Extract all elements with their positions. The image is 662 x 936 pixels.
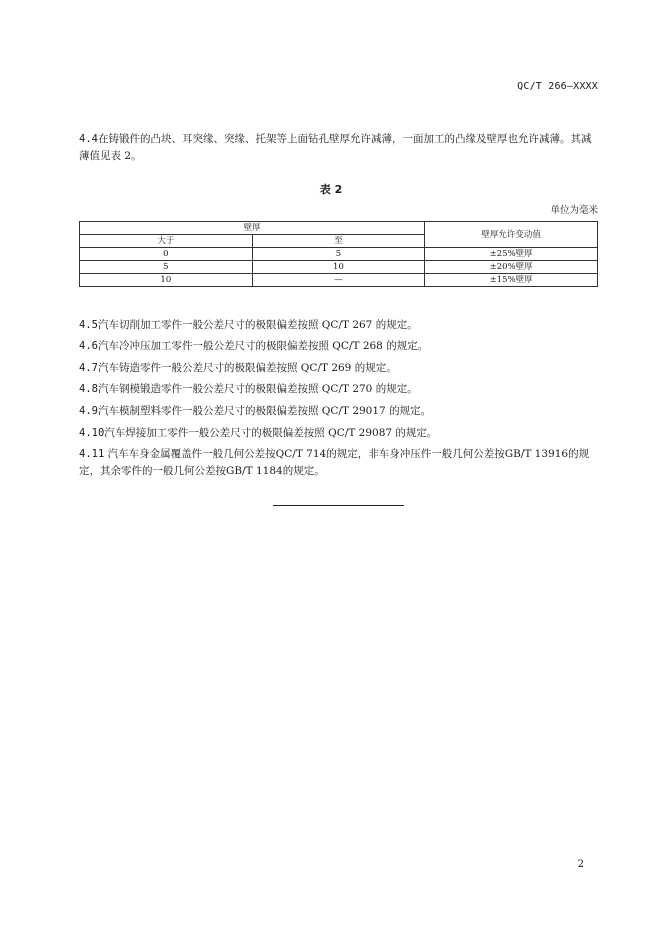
table-row [80,248,598,261]
clause-4-10 [79,426,599,441]
clause-text: 汽车铸造零件一般公差尺寸的极限偏差按照 QC/T 269 的规定。 [97,362,397,374]
table-unit: 单位为毫米 [550,205,598,216]
cell-to: 5 [252,248,425,261]
clause-text: 汽车焊接加工零件一般公差尺寸的极限偏差按照 QC/T 29087 的规定。 [104,427,438,439]
header-to: 至 [252,235,425,248]
clause-number: 4.7 [79,362,98,374]
table-row [80,274,598,287]
cell-to: — [252,274,425,287]
cell-over: 0 [80,248,253,261]
clause-4-11 [79,446,599,480]
clause-text: 汽车模制塑料零件一般公差尺寸的极限偏差按照 QC/T 29017 的规定。 [97,405,432,417]
cell-tolerance: ±15%壁厚 [425,274,598,287]
clause-text: 汽车冷冲压加工零件一般公差尺寸的极限偏差按照 QC/T 268 的规定。 [97,340,429,352]
header-over: 大于 [80,235,253,248]
document-code-header: QC/T 266—XXXX [517,81,598,92]
table-row [80,261,598,274]
table-title: 表 2 [319,183,343,196]
clause-text: 汽车车身金属覆盖件一般几何公差按QC/T 714的规定，非车身冲压件一般几何公差按GB/T 13916的规定，其余零件的一般几何公差按GB/T 1184的规定。 [79,448,590,477]
clause-number: 4.5 [79,319,98,331]
clause-4-7 [79,361,599,376]
cell-over: 5 [80,261,253,274]
clause-number: 4.4 [79,133,98,145]
clause-number: 4.11 [79,448,105,460]
clause-number: 4.9 [79,405,98,417]
clause-4-8 [79,382,599,397]
clause-number: 4.8 [79,383,98,395]
clause-text: 汽车切削加工零件一般公差尺寸的极限偏差按照 QC/T 267 的规定。 [97,319,418,331]
cell-to: 10 [252,261,425,274]
clause-number: 4.10 [79,427,105,439]
clause-4-4 [79,131,599,165]
header-wall-thickness: 壁厚 [80,222,425,235]
header-tolerance: 壁厚允许变动值 [425,222,598,248]
cell-over: 10 [80,274,253,287]
cell-tolerance: ±25%壁厚 [425,248,598,261]
clause-4-6 [79,339,599,354]
cell-tolerance: ±20%壁厚 [425,261,598,274]
clause-text: 汽车钢模锻造零件一般公差尺寸的极限偏差按照 QC/T 270 的规定。 [97,383,418,395]
page-number: 2 [577,859,584,870]
clause-4-5 [79,318,599,333]
clause-text: 在铸锻件的凸块、耳突缘、突缘、托架等上面钻孔壁厚允许减薄，一面加工的凸缘及壁厚也允许减薄。其减薄值见表 2。 [79,133,592,162]
table-header-row [80,222,598,235]
clause-4-9 [79,404,599,419]
end-of-text-divider [273,505,404,506]
wall-thickness-table [79,221,598,287]
clause-number: 4.6 [79,340,98,352]
